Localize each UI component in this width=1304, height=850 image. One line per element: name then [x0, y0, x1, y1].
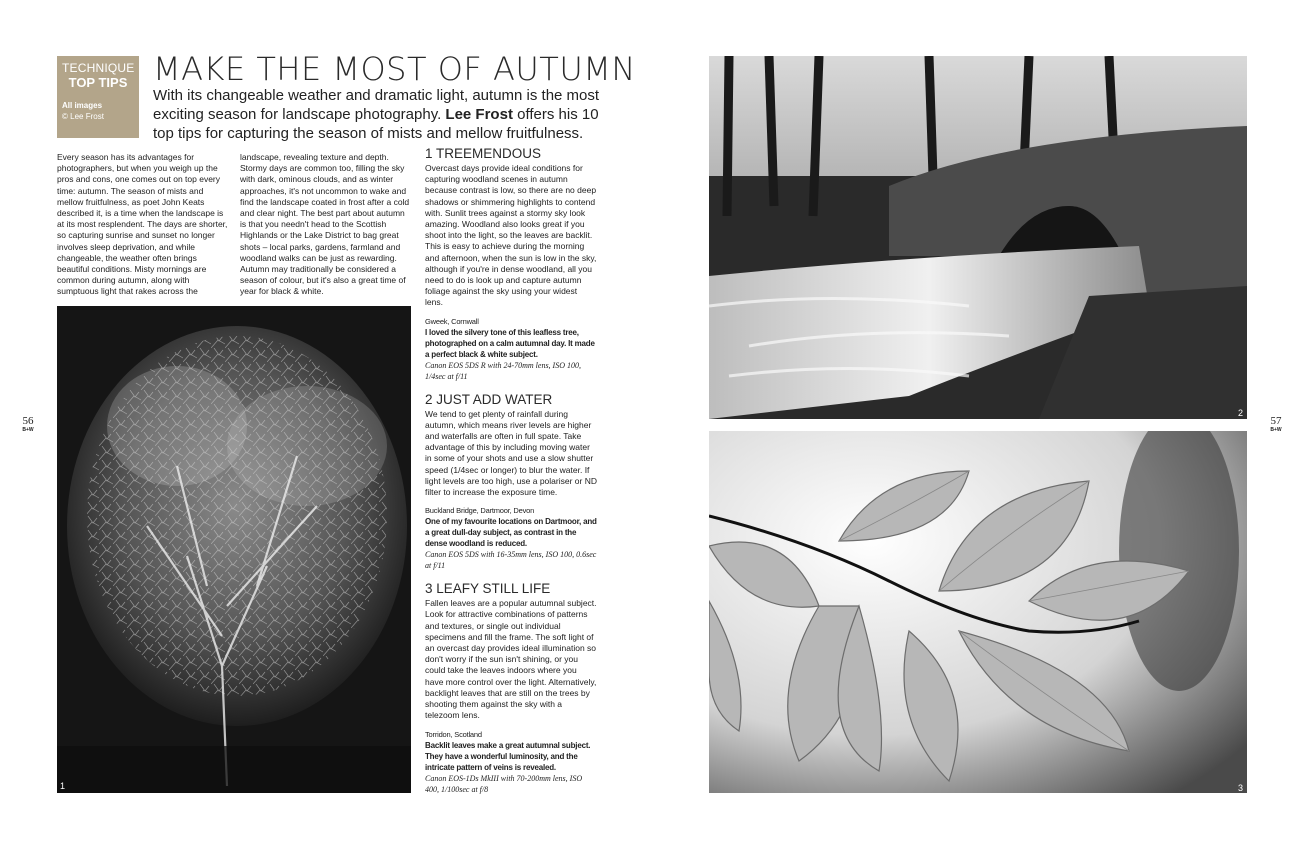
tag-line-1: TECHNIQUE [62, 61, 135, 75]
standfirst-part-1: With its changeable weather and dramatic light, autumn is the most exciting season for landscape photography. [153, 87, 600, 123]
tag-line-2: TOP TIPS [68, 75, 128, 90]
bridge-image [709, 56, 1247, 419]
photo-number: 3 [1237, 783, 1243, 793]
tip-heading: 1 TREEMENDOUS [425, 146, 542, 161]
caption-tech: Canon EOS-1Ds MkIII with 70-200mm lens, ISO 400, 1/100sec at f/8 [425, 773, 583, 794]
right-page [652, 0, 1304, 850]
intro-column-2: landscape, revealing texture and depth. Stormy days are common too, filling the sky with dark, ominous clouds, and as winter approaches, it's not uncommon to wake and find the landscape coated in frost after a cold and clear night. The best part about autumn is that you needn't head to the Scottish Highlands or the Lake District to bag great shots – local parks, gardens, farmland and woodland walks can be just as rewarding. Autumn may traditionally be considered a season of colour, but it's also a great time of year for black & white. [240, 152, 410, 297]
credit-line-1: All images [62, 101, 103, 110]
tip-body: Fallen leaves are a popular autumnal subject. Look for attractive combinations of patterns and textures, or single out individual specimens and fill the frame. The soft light of an overcast day provides ideal illumination so don't worry if the sun isn't shining, or you could take the leaves indoors where you have more control over the light. Alternatively, backlight leaves that are still on the trees by shooting them against the sky with a telezoom lens. [425, 598, 597, 721]
author-name: Lee Frost [445, 106, 513, 123]
page-number: 56 [22, 415, 34, 427]
tip-body: Overcast days provide ideal conditions for capturing woodland scenes in autumn because contrast is low, so there are no deep shadows or shimmering highlights to contend with. Sunlit trees against a stormy sky look amazing. Woodland also looks great if you shoot into the light, so the leaves are backlit. This is easy to achieve during the morning and afternoon, when the sun is low in the sky, although if you're in dense woodland, all you need to do is look up and capture autumn foliage against the sky using your widest lens. [425, 163, 597, 308]
caption-location: Gweek, Cornwall [425, 316, 479, 326]
right-folio [1264, 415, 1288, 434]
photo-silvery-tree [57, 306, 411, 793]
leaves-image [709, 431, 1247, 793]
section-mark: B+W [1270, 427, 1282, 433]
left-folio [16, 415, 40, 434]
photo-bridge-river [709, 56, 1247, 419]
photo-backlit-leaves [709, 431, 1247, 793]
tree-image [57, 306, 411, 793]
standfirst-part-2: offers his 10 top tips for capturing the season of mists and mellow fruitfulness. [153, 106, 599, 142]
photo-number: 1 [60, 781, 66, 791]
caption-location: Torridon, Scotland [425, 729, 482, 739]
caption-text: I loved the silvery tone of this leafless tree, photographed on a calm autumnal day. It made a perfect black & white subject. [425, 327, 595, 359]
tip-heading: 3 LEAFY STILL LIFE [425, 581, 551, 597]
caption-text: One of my favourite locations on Dartmoor, and a great dull-day subject, as contrast in the dense woodland is reduced. [425, 517, 597, 549]
tip-1 [425, 146, 597, 382]
page-number: 57 [1270, 415, 1282, 427]
standfirst [153, 86, 613, 143]
caption-tech: Canon EOS 5DS R with 24-70mm lens, ISO 100, 1/4sec at f/11 [425, 360, 581, 381]
photo-number: 2 [1237, 408, 1243, 418]
caption-location: Buckland Bridge, Dartmoor, Devon [425, 506, 535, 516]
intro-column-1: Every season has its advantages for photographers, but when you weigh up the pros and cons, one comes out on top every time: autumn. The season of mists and mellow fruitfulness, as poet John Keats described it, is a time when the landscape is at its most resplendent. The days are shorter, so capturing sunrise and sunset no longer involves sleep deprivation, and while changeable, the weather often brings beautiful conditions. Misty mornings are common during autumn, along with sumptuous light that rakes across the [57, 152, 228, 297]
credit-line-2: © Lee Frost [62, 112, 104, 121]
section-mark: B+W [22, 427, 34, 433]
caption-text: Backlit leaves make a great autumnal subject. They have a wonderful luminosity, and the intricate pattern of veins is revealed. [425, 740, 591, 772]
tip-3 [425, 581, 597, 794]
technique-tag [57, 56, 139, 138]
tip-2 [425, 392, 597, 572]
tip-heading: 2 JUST ADD WATER [425, 391, 553, 407]
tip-body: We tend to get plenty of rainfall during autumn, which means river levels are higher and waterfalls are often in full spate. Take advantage of this by including moving water in some of your shots and use a slow shutter speed (1/4sec or longer) to blur the water. If light levels are too high, use a polariser or ND filter to increase the exposure time. [425, 408, 597, 498]
tips-column [425, 146, 597, 805]
article-title: MAKE THE MOST OF AUTUMN [153, 50, 636, 88]
caption-tech: Canon EOS 5DS with 16-35mm lens, ISO 100, 0.6sec at f/11 [425, 550, 597, 571]
